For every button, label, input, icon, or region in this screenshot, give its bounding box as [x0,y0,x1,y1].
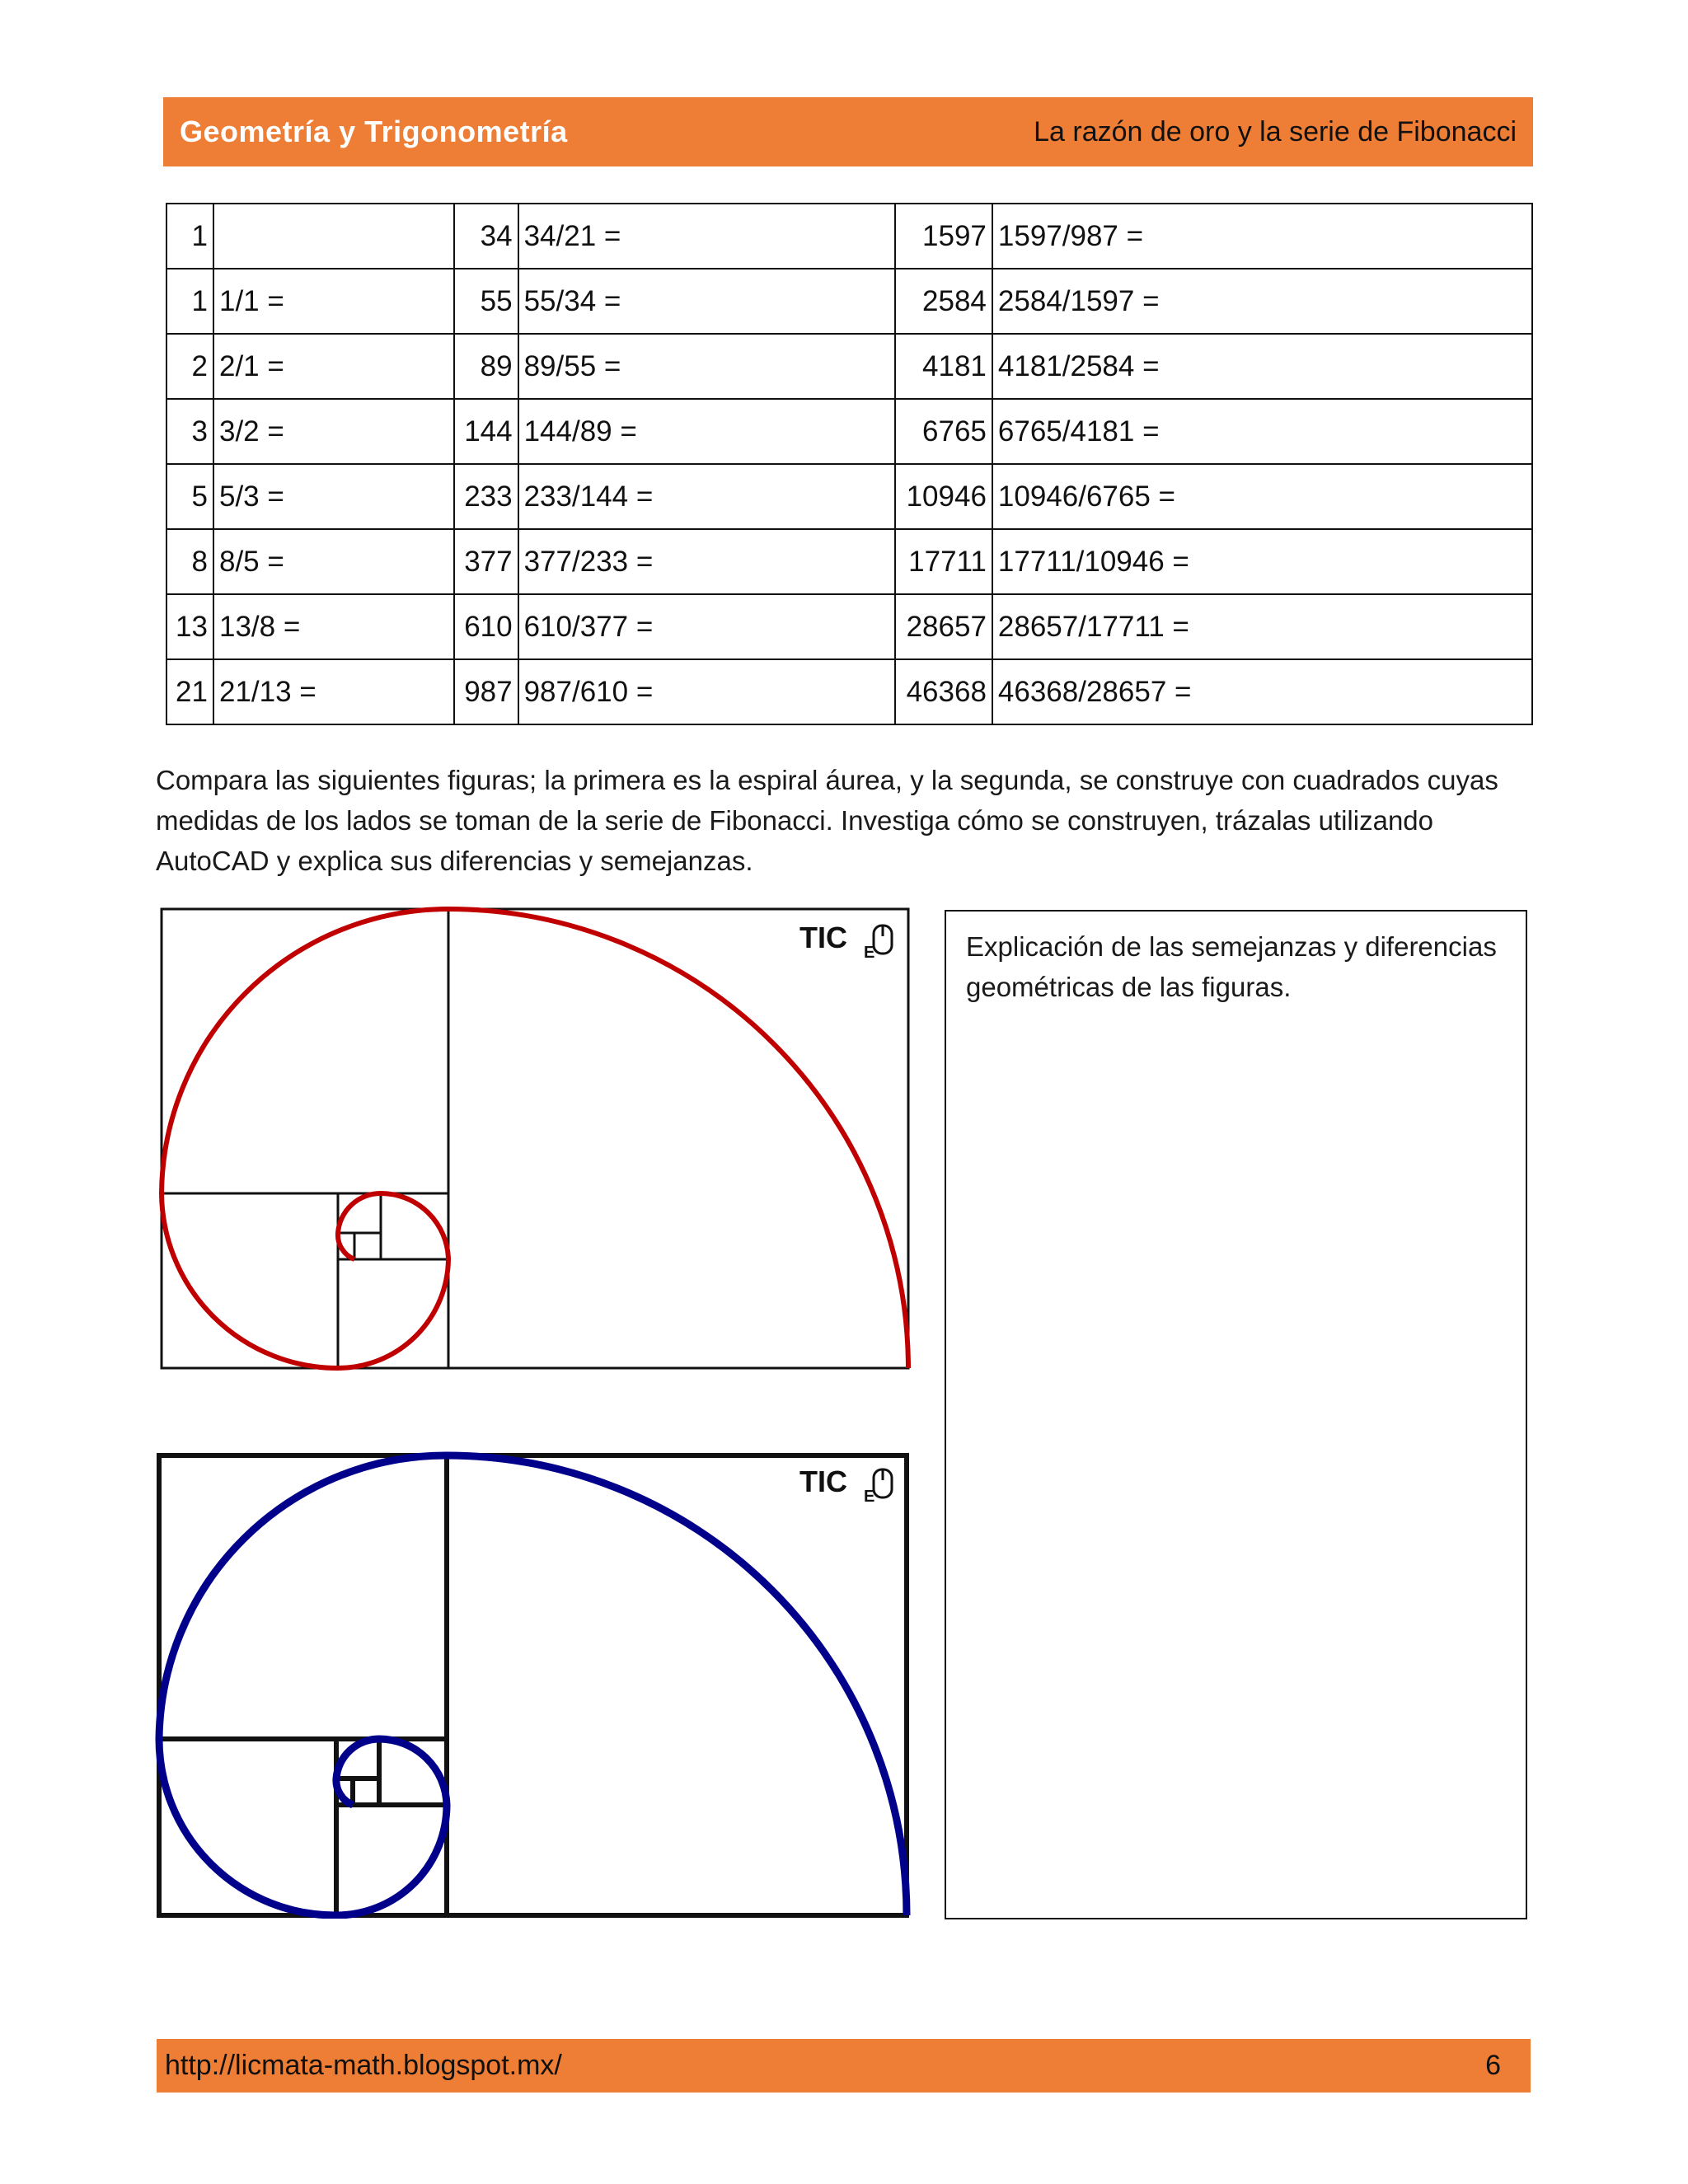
footer-url[interactable]: http://licmata-math.blogspot.mx/ [165,2050,562,2081]
golden-spiral-curve [162,909,908,1368]
fibonacci-number-cell: 987 [454,659,518,724]
ratio-cell: 55/34 = [518,269,895,334]
ratio-cell: 46368/28657 = [992,659,1532,724]
fibonacci-number-cell: 34 [454,204,518,269]
ratio-cell: 2584/1597 = [992,269,1532,334]
fibonacci-number-cell: 8 [166,529,213,594]
ratio-cell: 1/1 = [213,269,454,334]
table-row [166,334,1532,399]
fibonacci-number-cell: 1597 [895,204,992,269]
tic-logo [799,1465,892,1506]
fibonacci-number-cell: 6765 [895,399,992,464]
table-row [166,269,1532,334]
page-number: 6 [1485,2050,1501,2081]
fibonacci-number-cell: 233 [454,464,518,529]
table-row [166,529,1532,594]
fibonacci-table [166,203,1533,725]
ratio-cell [213,204,454,269]
fibonacci-number-cell: 1 [166,204,213,269]
fibonacci-number-cell: 5 [166,464,213,529]
ratio-cell: 28657/17711 = [992,594,1532,659]
header-subtitle: La razón de oro y la serie de Fibonacci [1034,115,1517,148]
ratio-cell: 89/55 = [518,334,895,399]
golden-spiral-figure [157,905,913,1372]
tic-logo-text: TIC [799,921,847,954]
instructions-text: Compara las siguientes figuras; la primera es la espiral áurea, y la segunda, se construye con cuadrados cuyas medidas de los lados se toman de la serie de Fibonacci. Investiga cómo se construyen, trázalas utilizando AutoCAD y explica sus diferencias y semejanzas. [156,765,1498,876]
ratio-cell: 233/144 = [518,464,895,529]
ratio-cell: 8/5 = [213,529,454,594]
ratio-cell: 3/2 = [213,399,454,464]
fibonacci-number-cell: 1 [166,269,213,334]
fibonacci-number-cell: 3 [166,399,213,464]
fibonacci-number-cell: 377 [454,529,518,594]
table-row [166,399,1532,464]
ratio-cell: 5/3 = [213,464,454,529]
footer-bar [157,2039,1531,2093]
ratio-cell: 377/233 = [518,529,895,594]
fibonacci-spiral-curve [159,1455,907,1915]
answer-box[interactable] [945,910,1527,1919]
ratio-cell: 6765/4181 = [992,399,1532,464]
fibonacci-number-cell: 55 [454,269,518,334]
ratio-cell: 21/13 = [213,659,454,724]
table-row [166,464,1532,529]
answer-prompt: Explicación de las semejanzas y diferencias geométricas de las figuras. [966,931,1497,1002]
ratio-cell: 610/377 = [518,594,895,659]
ratio-cell: 1597/987 = [992,204,1532,269]
fibonacci-number-cell: 2 [166,334,213,399]
fibonacci-spiral-figure [152,1451,913,1919]
tic-logo [799,921,892,962]
fibonacci-number-cell: 21 [166,659,213,724]
tic-logo-text: TIC [799,1465,847,1498]
ratio-cell: 987/610 = [518,659,895,724]
ratio-cell: 4181/2584 = [992,334,1532,399]
header-title: Geometría y Trigonometría [180,115,568,148]
fibonacci-number-cell: 144 [454,399,518,464]
fibonacci-number-cell: 10946 [895,464,992,529]
ratio-cell: 2/1 = [213,334,454,399]
fibonacci-number-cell: 2584 [895,269,992,334]
outer-rectangle [162,909,908,1368]
ratio-cell: 17711/10946 = [992,529,1532,594]
table-row [166,594,1532,659]
table-row [166,659,1532,724]
ratio-cell: 34/21 = [518,204,895,269]
tic-logo-sub: E [864,1488,875,1506]
fibonacci-number-cell: 13 [166,594,213,659]
table-row [166,204,1532,269]
fibonacci-number-cell: 610 [454,594,518,659]
tic-logo-sub: E [864,944,875,962]
ratio-cell: 144/89 = [518,399,895,464]
fibonacci-number-cell: 4181 [895,334,992,399]
outer-rectangle [159,1455,907,1915]
fibonacci-number-cell: 46368 [895,659,992,724]
fibonacci-number-cell: 89 [454,334,518,399]
fibonacci-number-cell: 28657 [895,594,992,659]
ratio-cell: 10946/6765 = [992,464,1532,529]
ratio-cell: 13/8 = [213,594,454,659]
fibonacci-number-cell: 17711 [895,529,992,594]
header-bar [163,97,1533,166]
